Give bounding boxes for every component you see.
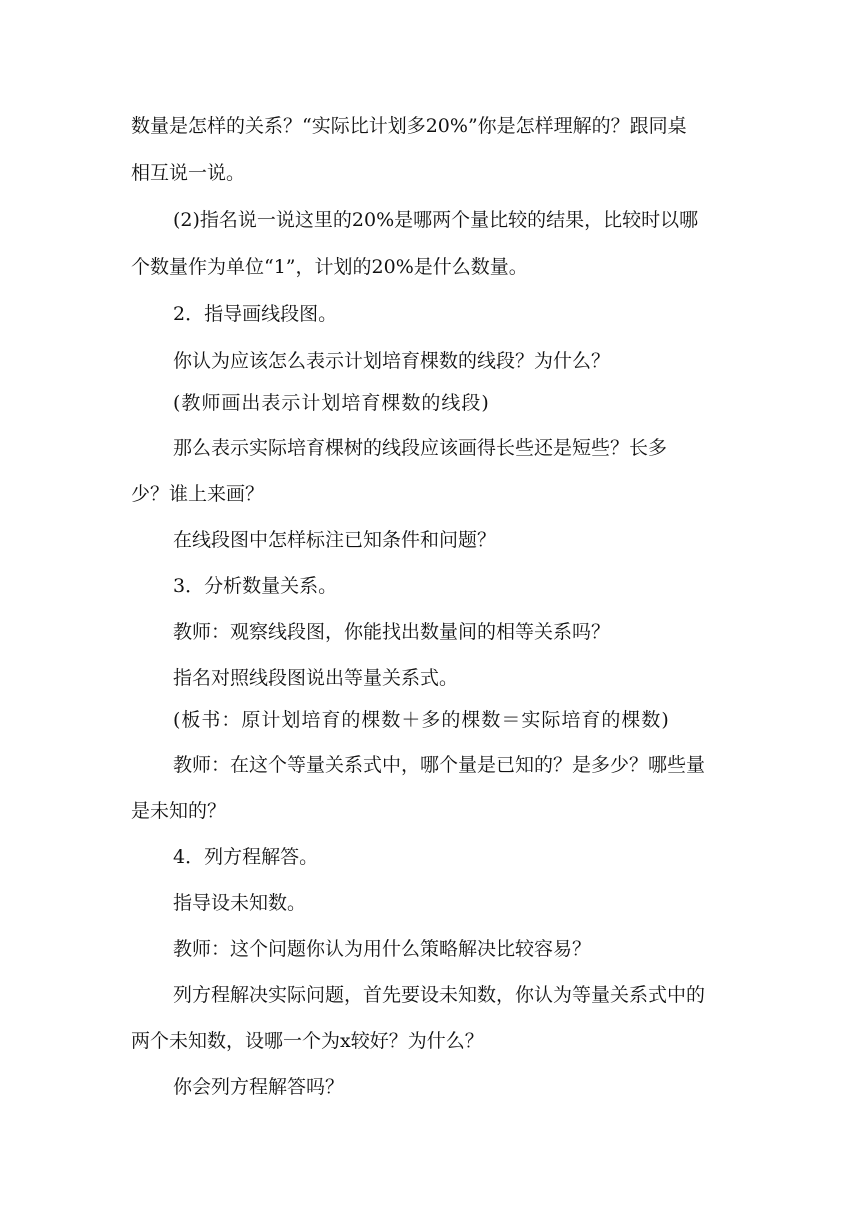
text-line: 教师：在这个等量关系式中，哪个量是已知的？是多少？哪些量: [173, 754, 706, 776]
section-heading: 2．指导画线段图。: [173, 303, 338, 325]
text-line: 教师：观察线段图，你能找出数量间的相等关系吗？: [173, 621, 611, 643]
section-heading: 4．列方程解答。: [173, 846, 319, 868]
text-line: (2)指名说一说这里的20%是哪两个量比较的结果，比较时以哪: [173, 209, 699, 231]
text-line: 在线段图中怎样标注已知条件和问题？: [173, 529, 497, 551]
board-note: (板书：原计划培育的棵数＋多的棵数＝实际培育的棵数): [173, 709, 670, 731]
text-line: 指导设未知数。: [173, 892, 307, 914]
text-line: 相互说一说。: [131, 162, 246, 184]
text-line: 指名对照线段图说出等量关系式。: [173, 667, 459, 689]
text-line: 少？谁上来画？: [131, 483, 265, 505]
text-line: 列方程解决实际问题，首先要设未知数，你认为等量关系式中的: [173, 984, 706, 1006]
text-line: 是未知的？: [131, 800, 227, 822]
text-line: 个数量作为单位“1”，计划的20%是什么数量。: [131, 256, 528, 278]
text-line: 你认为应该怎么表示计划培育棵数的线段？为什么？: [173, 350, 611, 372]
text-line: 教师：这个问题你认为用什么策略解决比较容易？: [173, 938, 592, 960]
text-line: 数量是怎样的关系？“实际比计划多20%”你是怎样理解的？跟同桌: [131, 115, 687, 137]
board-note: (教师画出表示计划培育棵数的线段): [173, 392, 490, 414]
text-line: 你会列方程解答吗？: [173, 1076, 345, 1098]
section-heading: 3．分析数量关系。: [173, 575, 338, 597]
text-line: 那么表示实际培育棵树的线段应该画得长些还是短些？长多: [173, 437, 668, 459]
text-line: 两个未知数，设哪一个为x较好？为什么？: [131, 1030, 484, 1052]
